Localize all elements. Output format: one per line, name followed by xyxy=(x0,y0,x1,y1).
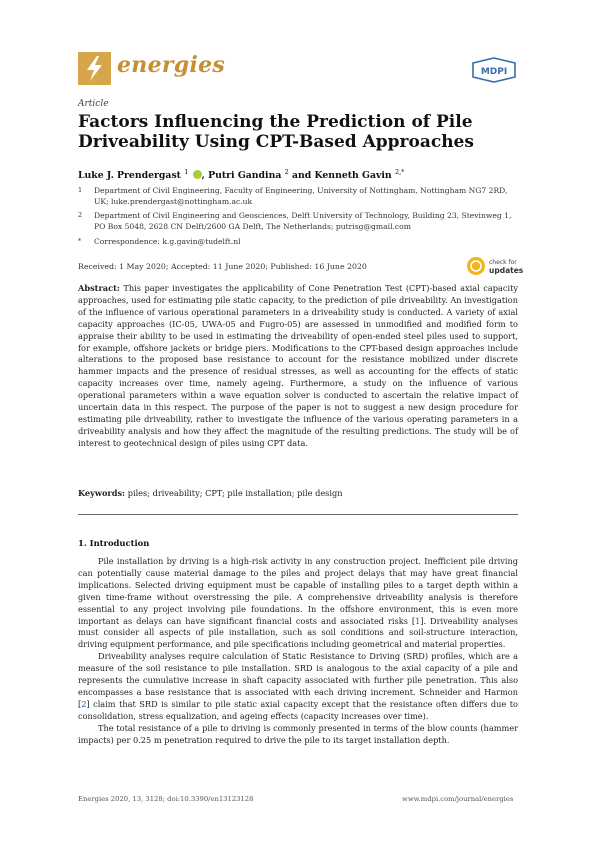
paragraph-text: ]. Driveability analyses must consider all aspects of pile installation, such as soil conditions and soil-structure interaction, driving equipment performance, and pile specifications including geometrical and material properties. xyxy=(78,615,518,650)
paragraph-text: Driveability analyses require calculation of Static Resistance to Driving (SRD) profiles, which are a measure of the soil resistance to pile installation. SRD is analogous to the axial capacity of a pile and represents the cumulative increase in shaft capacity associated with further pile penetration. This also encompasses a base resistance that is associated with each driving increment. Schneider and Harmon [ xyxy=(78,651,518,709)
body-text xyxy=(78,556,518,747)
affiliation xyxy=(78,185,522,207)
author-list xyxy=(78,168,404,181)
paragraph xyxy=(78,556,518,651)
author-name: Putri Gandina xyxy=(208,170,282,182)
author-affiliation-mark: 2 xyxy=(284,168,289,176)
abstract xyxy=(78,283,518,450)
check-badge-line2: updates xyxy=(489,266,524,275)
correspondence xyxy=(78,236,522,247)
correspondence-text: Correspondence: k.g.gavin@tudelft.nl xyxy=(94,237,241,246)
author-separator: , xyxy=(201,170,209,182)
paragraph-text: Pile installation by driving is a high-risk activity in any construction project. Inefficient pile driving can potentially cause material damage to the piles and project delays that may have great financial implications. Selected driving equipment must be capable of installing piles to a target depth within a given time-frame without overstressing the pile. A comprehensive driveability analysis is therefore essential to any project involving pile foundations. In the offshore environment, this is even more important as delays can have significant financial costs and associated risks [ xyxy=(78,556,518,626)
journal-name: energies xyxy=(117,52,226,78)
keywords xyxy=(78,488,343,498)
keywords-text: piles; driveability; CPT; pile installation; pile design xyxy=(127,488,343,498)
mdpi-logo xyxy=(471,57,517,83)
paper-title: Factors Influencing the Prediction of Pile Driveability Using CPT-Based Approaches xyxy=(78,112,474,152)
footer-url[interactable]: www.mdpi.com/journal/energies xyxy=(402,795,514,803)
paragraph xyxy=(78,723,518,747)
publication-dates: Received: 1 May 2020; Accepted: 11 June 2020; Published: 16 June 2020 xyxy=(78,262,367,271)
paragraph xyxy=(78,651,518,722)
paragraph-text: ] claim that SRD is similar to pile static axial capacity except that the resistance often differs due to consolidation, stress equalization, and ageing effects (capacity increases over time). xyxy=(78,698,518,721)
publisher-name: MDPI xyxy=(480,67,508,77)
author-name: Kenneth Gavin xyxy=(314,170,392,182)
section-heading: 1. Introduction xyxy=(78,538,150,548)
citation-link[interactable]: 1 xyxy=(415,615,421,626)
footer-citation: Energies 2020, 13, 3128; doi:10.3390/en13123128 xyxy=(78,795,254,803)
affiliation-text: Department of Civil Engineering, Faculty of Engineering, University of Nottingham, Nottingham NG7 2RD, UK; luke.prendergast@nottingham.ac.uk xyxy=(94,186,508,206)
citation-link[interactable]: 2 xyxy=(81,698,87,709)
paragraph-text: The total resistance of a pile to driving is commonly presented in terms of the blow counts (hammer impacts) per 0.25 m penetration required to drive the pile to its target installation depth. xyxy=(78,722,518,745)
author-and: and xyxy=(288,170,315,182)
article-type: Article xyxy=(78,99,109,109)
check-for-updates-badge[interactable] xyxy=(466,254,526,278)
author-affiliation-mark: 2,* xyxy=(394,168,405,176)
orcid-icon[interactable] xyxy=(193,170,202,179)
section-divider xyxy=(78,514,518,515)
affiliation-mark: 2 xyxy=(78,211,83,219)
author-name: Luke J. Prendergast xyxy=(78,170,181,182)
check-badge-line1: check for xyxy=(489,259,517,266)
abstract-label: Abstract: xyxy=(78,283,120,293)
lightning-bolt-icon xyxy=(78,52,111,85)
affiliation-text: Department of Civil Engineering and Geosciences, Delft University of Technology, Building 23, Stevinweg 1, PO Box 5048, 2628 CN Delft/2600 GA Delft, The Netherlands; putrisg@gmail.com xyxy=(94,211,512,231)
keywords-label: Keywords: xyxy=(78,488,126,498)
affiliation-mark: 1 xyxy=(78,186,83,194)
affiliation xyxy=(78,210,522,232)
abstract-text: This paper investigates the applicability of Cone Penetration Test (CPT)-based axial capacity approaches, used for estimating pile static capacity, to the prediction of pile driveability. An investigation of the influence of various operational parameters in a driveability study is conducted. A variety of axial capacity approaches (IC-05, UWA-05 and Fugro-05) are assessed in unmodified and modified form to appraise their ability to be used in estimating the driveability of open-ended steel piles used to support, for example, offshore jackets or bridge piers. Modifications to the CPT-based design approaches include alterations to the proposed base resistance to account for the resistance mobilized under discrete hammer impacts and the presence of residual stresses, as well as accounting for the effects of static capacity increases over time, namely ageing. Furthermore, a study on the influence of various operational parameters within a wave equation solver is conducted to ascertain the relative impact of uncertain data in this respect. The purpose of the paper is not to suggest a new design procedure for estimating pile driveability, rather to investigate the influence of the various operating parameters in a driveability analysis and how they affect the magnitude of the resulting predictions. The study will be of interest to geotechnical design of piles using CPT data. xyxy=(78,283,518,448)
journal-logo xyxy=(78,52,111,85)
author-affiliation-mark: 1 xyxy=(184,168,189,176)
affiliation-mark: * xyxy=(78,237,82,245)
